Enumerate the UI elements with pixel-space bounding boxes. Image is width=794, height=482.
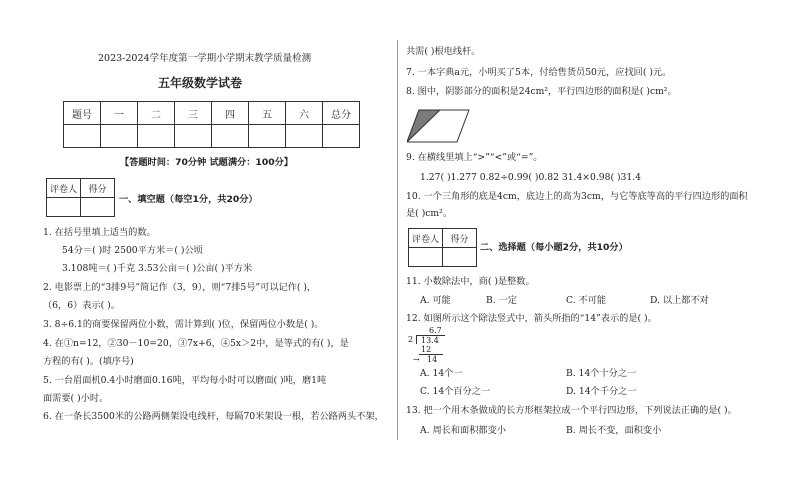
score-cell[interactable] bbox=[175, 125, 212, 148]
paper-title: 五年级数学试卷 bbox=[158, 76, 243, 90]
score-label: 得分 bbox=[443, 229, 477, 248]
long-division-figure bbox=[408, 326, 468, 366]
question-10-b: 是( )cm²。 bbox=[406, 208, 453, 219]
question-4-a: 4. 在①n=12，②30－10=20，③7x+6，④5x＞2中，是等式的有( )，是 bbox=[43, 338, 349, 349]
question-8: 8. 图中，阴影部分的面积是24cm²，平行四边形的面积是( )cm²。 bbox=[406, 86, 677, 97]
section1-heading: 一、填空题（每空1分，共20分） bbox=[119, 194, 258, 205]
score-label: 得分 bbox=[81, 179, 115, 198]
score-cell[interactable] bbox=[138, 125, 175, 148]
question-1-a: 54分＝( )时 2500平方米＝( )公顷 bbox=[62, 245, 203, 256]
question-2-b: （6，6）表示( )。 bbox=[43, 300, 120, 311]
question-5-a: 5. 一台眉面机0.4小时磨面0.16吨，平均每小时可以磨面( )吨，磨1吨 bbox=[43, 375, 327, 386]
score-cell[interactable] bbox=[64, 125, 101, 148]
question-3: 3. 8÷6.1的商要保留两位小数，需计算到( )位，保留两位小数是( )。 bbox=[43, 319, 324, 330]
score-row-label: 题号 bbox=[64, 102, 101, 125]
score-col-4: 四 bbox=[212, 102, 249, 125]
q11-option-a: A. 可能 bbox=[420, 295, 451, 306]
q13-option-a: A. 周长和面积都变小 bbox=[420, 425, 506, 436]
q12-option-c: C. 14个百分之一 bbox=[420, 386, 491, 397]
q12-option-a: A. 14个一 bbox=[420, 368, 463, 379]
section2-heading: 二、选择题（每小题2分，共10分） bbox=[480, 242, 628, 253]
question-9-items: 1.27( )1.277 0.82÷0.99( )0.82 31.4×0.98( )31.4 bbox=[420, 172, 642, 183]
division-step1: 12 bbox=[421, 345, 432, 354]
q12-option-d: D. 14个千分之一 bbox=[566, 386, 637, 397]
score-col-5: 五 bbox=[249, 102, 286, 125]
question-13: 13. 把一个用木条做成的长方形框架拉成一个平行四边形，下列说法正确的是( )。 bbox=[406, 405, 737, 416]
score-col-1: 一 bbox=[101, 102, 138, 125]
section1-grader-table bbox=[46, 178, 115, 217]
score-table-blank-row bbox=[64, 125, 360, 148]
score-cell[interactable] bbox=[101, 125, 138, 148]
score-col-3: 三 bbox=[175, 102, 212, 125]
q13-option-b: B. 周长不变，面积变小 bbox=[566, 425, 662, 436]
question-2-a: 2. 电影票上的“3排9号”简记作（3，9），则“7排5号”可以记作( )， bbox=[43, 282, 317, 293]
question-9: 9. 在横线里填上“>”“<”或“=”。 bbox=[406, 152, 543, 163]
score-cell[interactable] bbox=[249, 125, 286, 148]
q11-option-b: B. 一定 bbox=[486, 295, 517, 306]
score-cell[interactable] bbox=[286, 125, 323, 148]
score-table-header-row bbox=[64, 102, 360, 125]
q11-option-c: C. 不可能 bbox=[566, 295, 607, 306]
score-cell[interactable] bbox=[212, 125, 249, 148]
division-step2: 14 bbox=[427, 355, 438, 364]
grader-cell[interactable] bbox=[409, 248, 443, 267]
score-table bbox=[63, 101, 360, 148]
exam-title: 2023-2024学年度第一学期小学期末教学质量检测 bbox=[98, 53, 312, 64]
division-divisor: 2 bbox=[408, 335, 414, 344]
question-6-continued: 共需( )根电线杆。 bbox=[406, 46, 481, 57]
question-4-b: 方程的有( )。(填序号) bbox=[43, 356, 134, 367]
right-column bbox=[398, 0, 794, 482]
grader-label: 评卷人 bbox=[409, 229, 443, 248]
division-quotient: 6.7 bbox=[429, 326, 442, 335]
score-cell[interactable] bbox=[443, 248, 477, 267]
exam-info: 【答题时间：70分钟 试题满分：100分】 bbox=[120, 157, 293, 168]
score-col-2: 二 bbox=[138, 102, 175, 125]
question-7: 7. 一本字典a元，小明买了5本，付给售货员50元，应找回( )元。 bbox=[406, 67, 672, 78]
q12-option-b: B. 14个十分之一 bbox=[566, 368, 637, 379]
score-col-6: 六 bbox=[286, 102, 323, 125]
score-cell[interactable] bbox=[323, 125, 360, 148]
score-cell[interactable] bbox=[81, 198, 115, 217]
grader-cell[interactable] bbox=[47, 198, 81, 217]
question-5-b: 面需要( )小时。 bbox=[43, 393, 109, 404]
question-12: 12. 如图所示这个除法竖式中，箭头所指的“14”表示的是( )。 bbox=[406, 313, 657, 324]
question-1: 1. 在括号里填上适当的数。 bbox=[43, 227, 156, 238]
division-dividend: 13.4 bbox=[421, 336, 439, 345]
question-6: 6. 在一条长3500米的公路两侧架设电线杆，每隔70米架设一根，若公路两头不架， bbox=[43, 411, 384, 422]
section2-grader-table bbox=[408, 228, 477, 267]
parallelogram-figure bbox=[407, 108, 471, 144]
question-1-b: 3.108吨＝( )千克 3.53公亩＝( )公亩( )平方米 bbox=[62, 263, 253, 274]
arrow-icon: → bbox=[413, 355, 420, 364]
grader-label: 评卷人 bbox=[47, 179, 81, 198]
q11-option-d: D. 以上都不对 bbox=[650, 295, 709, 306]
question-10-a: 10. 一个三角形的底是4cm，底边上的高为3cm，与它等底等高的平行四边形的面积 bbox=[406, 191, 748, 202]
score-col-total: 总分 bbox=[323, 102, 360, 125]
question-11: 11. 小数除法中，商( )是整数。 bbox=[406, 276, 535, 287]
